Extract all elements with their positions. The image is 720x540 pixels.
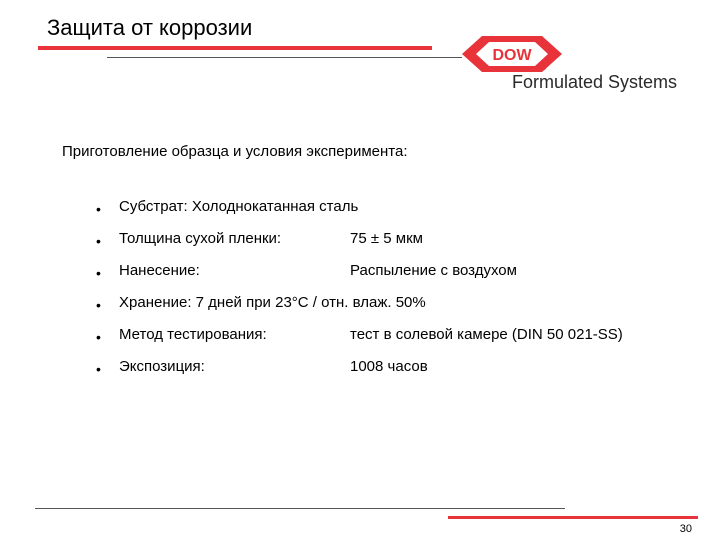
bullet-icon: •: [96, 265, 101, 281]
bullet-icon: •: [96, 201, 101, 217]
item-value: тест в солевой камере (DIN 50 021-SS): [350, 326, 623, 343]
intro-text: Приготовление образца и условия эксперимента:: [62, 143, 408, 160]
list-item: [96, 198, 686, 230]
item-label: Экспозиция:: [119, 358, 205, 375]
slide-title: Защита от коррозии: [47, 15, 253, 40]
title-divider: [107, 57, 462, 58]
footer-divider: [35, 508, 565, 509]
item-label: Метод тестирования:: [119, 326, 267, 343]
conditions-list: [96, 198, 686, 390]
item-label: Толщина сухой пленки:: [119, 230, 282, 247]
list-item: [96, 230, 686, 262]
footer-accent-bar: [448, 516, 698, 519]
bullet-icon: •: [96, 297, 101, 313]
title-accent-bar: [38, 46, 432, 50]
item-value: Распыление с воздухом: [350, 262, 517, 279]
item-label: Хранение: 7 дней при 23°C / отн. влаж. 50%: [119, 294, 426, 311]
list-item: [96, 262, 686, 294]
item-value: 1008 часов: [350, 358, 428, 375]
list-item: [96, 294, 686, 326]
bullet-icon: •: [96, 233, 101, 249]
item-label: Нанесение:: [119, 262, 200, 279]
registered-mark: ®: [542, 66, 547, 72]
dow-diamond-logo-icon: [462, 34, 562, 74]
list-item: [96, 326, 686, 358]
item-value: 75 ± 5 мкм: [350, 230, 423, 247]
page-number: 30: [679, 523, 692, 535]
list-item: [96, 358, 686, 390]
item-label: Субстрат: Холоднокатанная сталь: [119, 198, 359, 215]
bullet-icon: •: [96, 329, 101, 345]
bullet-icon: •: [96, 361, 101, 377]
logo-text: DOW: [492, 47, 532, 64]
brand-line: Formulated Systems: [512, 72, 678, 92]
